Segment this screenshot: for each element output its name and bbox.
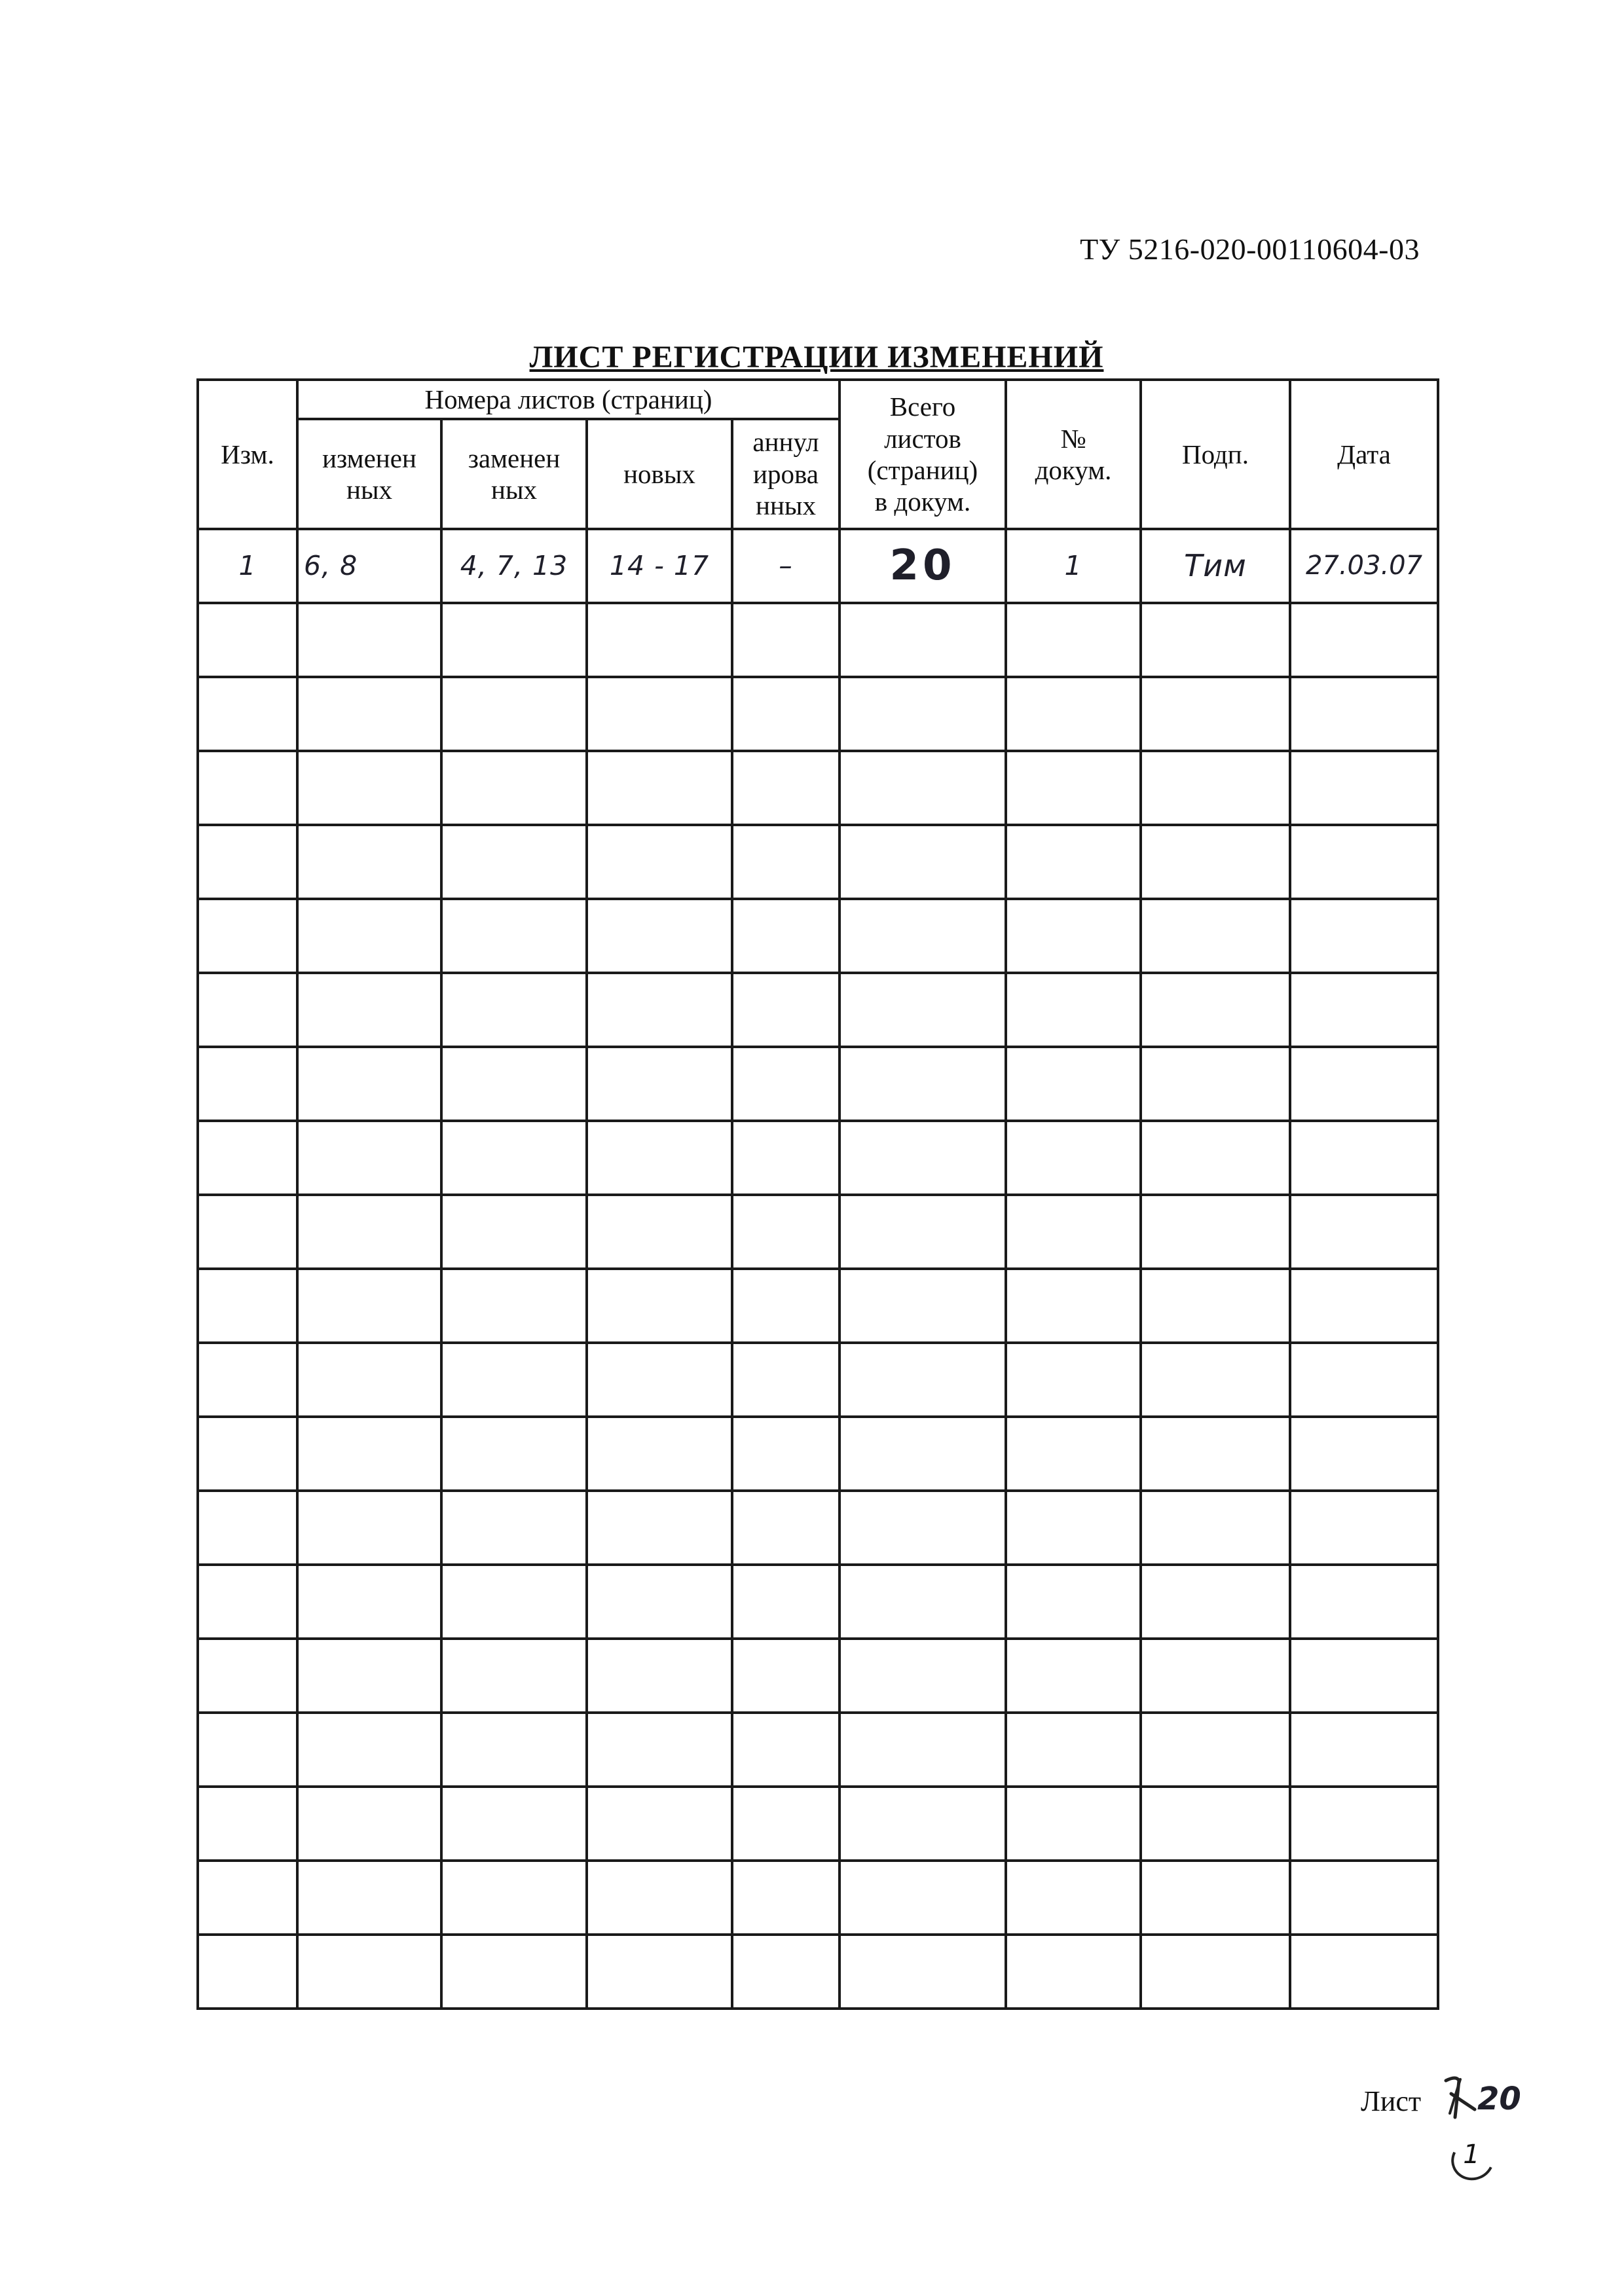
empty-cell [198, 1639, 297, 1713]
empty-cell [198, 1565, 297, 1639]
empty-cell [1290, 751, 1438, 825]
cell-annulled: – [732, 529, 840, 603]
table-row [198, 825, 1438, 899]
empty-cell [1141, 1565, 1290, 1639]
empty-cell [732, 1491, 840, 1565]
empty-cell [1141, 1195, 1290, 1269]
footer-sheet-number [1437, 2071, 1541, 2124]
empty-cell [1006, 1417, 1141, 1491]
empty-cell [1290, 1713, 1438, 1787]
empty-cell [198, 1861, 297, 1935]
empty-cell [1141, 1639, 1290, 1713]
table-row [198, 1861, 1438, 1935]
empty-cell [198, 1195, 297, 1269]
empty-cell [1006, 1787, 1141, 1861]
table-row [198, 751, 1438, 825]
header-replaced: заменен ных [441, 419, 587, 529]
empty-cell [1290, 1787, 1438, 1861]
table-row [198, 1343, 1438, 1417]
empty-cell [1141, 1491, 1290, 1565]
empty-cell [1141, 973, 1290, 1047]
empty-cell [297, 973, 441, 1047]
empty-cell [1141, 1713, 1290, 1787]
empty-cell [840, 1491, 1006, 1565]
empty-cell [441, 1195, 587, 1269]
empty-cell [1006, 825, 1141, 899]
empty-cell [1290, 899, 1438, 973]
empty-cell [840, 1565, 1006, 1639]
empty-cell [297, 1195, 441, 1269]
header-doc-number: № докум. [1006, 380, 1141, 529]
empty-cell [840, 825, 1006, 899]
empty-cell [198, 603, 297, 677]
footer-circled-mark [1449, 2136, 1494, 2181]
empty-cell [587, 825, 732, 899]
header-signature: Подп. [1141, 380, 1290, 529]
empty-cell [1290, 1565, 1438, 1639]
empty-cell [840, 677, 1006, 751]
empty-cell [1141, 1121, 1290, 1195]
empty-cell [198, 1343, 297, 1417]
header-sheet-numbers: Номера листов (страниц) [297, 380, 840, 419]
empty-cell [297, 1713, 441, 1787]
empty-cell [732, 1269, 840, 1343]
empty-cell [1006, 1861, 1141, 1935]
empty-cell [840, 899, 1006, 973]
empty-cell [297, 1565, 441, 1639]
empty-cell [1141, 825, 1290, 899]
empty-cell [297, 1417, 441, 1491]
cell-total: 20 [840, 529, 1006, 603]
empty-cell [1006, 1195, 1141, 1269]
empty-cell [1290, 603, 1438, 677]
table-row [198, 1713, 1438, 1787]
empty-cell [587, 1713, 732, 1787]
empty-cell [198, 751, 297, 825]
empty-cell [1290, 825, 1438, 899]
empty-cell [1006, 1639, 1141, 1713]
cell-izm: 1 [198, 529, 297, 603]
empty-cell [587, 1121, 732, 1195]
table-row [198, 1121, 1438, 1195]
empty-cell [1006, 973, 1141, 1047]
empty-cell [1006, 1343, 1141, 1417]
empty-cell [732, 1047, 840, 1121]
empty-cell [441, 1343, 587, 1417]
empty-cell [1141, 677, 1290, 751]
empty-cell [732, 1787, 840, 1861]
empty-cell [441, 1491, 587, 1565]
empty-cell [297, 1343, 441, 1417]
table-row [198, 1639, 1438, 1713]
empty-cell [441, 751, 587, 825]
table-row [198, 529, 1438, 603]
empty-cell [297, 1491, 441, 1565]
sheet-title: ЛИСТ РЕГИСТРАЦИИ ИЗМЕНЕНИЙ [529, 340, 1104, 374]
table-row [198, 1491, 1438, 1565]
empty-cell [840, 1047, 1006, 1121]
empty-cell [1290, 1417, 1438, 1491]
table-row [198, 899, 1438, 973]
empty-cell [587, 1639, 732, 1713]
empty-cell [732, 1195, 840, 1269]
empty-cell [732, 1343, 840, 1417]
empty-cell [198, 1121, 297, 1195]
empty-cell [441, 1565, 587, 1639]
table-row [198, 1047, 1438, 1121]
empty-cell [1290, 1861, 1438, 1935]
empty-cell [441, 1713, 587, 1787]
empty-cell [840, 603, 1006, 677]
empty-cell [297, 603, 441, 677]
empty-cell [441, 1787, 587, 1861]
table-row [198, 1195, 1438, 1269]
empty-cell [1290, 1121, 1438, 1195]
empty-cell [840, 1417, 1006, 1491]
empty-cell [587, 1195, 732, 1269]
table-row [198, 1565, 1438, 1639]
empty-cell [587, 899, 732, 973]
empty-cell [441, 1861, 587, 1935]
empty-cell [1006, 1269, 1141, 1343]
empty-cell [198, 899, 297, 973]
empty-cell [1141, 1935, 1290, 2009]
empty-cell [441, 899, 587, 973]
empty-cell [1141, 1861, 1290, 1935]
change-registration-table [196, 378, 1439, 2010]
empty-cell [297, 899, 441, 973]
empty-cell [297, 1121, 441, 1195]
empty-cell [297, 1269, 441, 1343]
table-body [198, 529, 1438, 2009]
empty-cell [840, 1935, 1006, 2009]
cell-replaced: 4, 7, 13 [441, 529, 587, 603]
empty-cell [198, 973, 297, 1047]
empty-cell [840, 1639, 1006, 1713]
empty-cell [840, 1121, 1006, 1195]
empty-cell [840, 973, 1006, 1047]
empty-cell [732, 1121, 840, 1195]
empty-cell [441, 1269, 587, 1343]
empty-cell [1141, 1269, 1290, 1343]
empty-cell [1290, 677, 1438, 751]
empty-cell [198, 1935, 297, 2009]
empty-cell [198, 1787, 297, 1861]
empty-cell [587, 751, 732, 825]
empty-cell [1141, 751, 1290, 825]
empty-cell [297, 1935, 441, 2009]
cell-changed: 6, 8 [297, 529, 441, 603]
empty-cell [441, 1121, 587, 1195]
empty-cell [840, 1195, 1006, 1269]
empty-cell [732, 1713, 840, 1787]
header-new: новых [587, 419, 732, 529]
cell-date: 27.03.07 [1290, 529, 1438, 603]
empty-cell [1290, 1491, 1438, 1565]
empty-cell [587, 677, 732, 751]
empty-cell [1290, 1047, 1438, 1121]
empty-cell [1290, 1639, 1438, 1713]
empty-cell [587, 1935, 732, 2009]
empty-cell [732, 1861, 840, 1935]
empty-cell [587, 1417, 732, 1491]
empty-cell [732, 825, 840, 899]
empty-cell [198, 1417, 297, 1491]
empty-cell [441, 1047, 587, 1121]
empty-cell [1006, 1713, 1141, 1787]
empty-cell [441, 603, 587, 677]
empty-cell [1290, 973, 1438, 1047]
header-annulled: аннул ирова нных [732, 419, 840, 529]
empty-cell [1006, 603, 1141, 677]
empty-cell [1006, 677, 1141, 751]
empty-cell [198, 1047, 297, 1121]
empty-cell [587, 1047, 732, 1121]
empty-cell [840, 1861, 1006, 1935]
footer-sheet-label: Лист [1361, 2085, 1422, 2117]
empty-cell [1006, 899, 1141, 973]
empty-cell [840, 1713, 1006, 1787]
cell-new: 14 - 17 [587, 529, 732, 603]
empty-cell [1006, 1121, 1141, 1195]
empty-cell [732, 973, 840, 1047]
empty-cell [441, 1417, 587, 1491]
empty-cell [1141, 603, 1290, 677]
empty-cell [587, 973, 732, 1047]
empty-cell [1141, 1047, 1290, 1121]
empty-cell [1290, 1935, 1438, 2009]
empty-cell [1141, 899, 1290, 973]
empty-cell [587, 1861, 732, 1935]
cell-signature: Тим [1141, 529, 1290, 603]
cell-docnum: 1 [1006, 529, 1141, 603]
empty-cell [1141, 1787, 1290, 1861]
empty-cell [297, 825, 441, 899]
empty-cell [297, 1861, 441, 1935]
table-row [198, 603, 1438, 677]
empty-cell [732, 1565, 840, 1639]
footer-number-text: 20 [1477, 2081, 1521, 2117]
empty-cell [732, 677, 840, 751]
footer-circled-number: 1 [1463, 2140, 1480, 2170]
table-row [198, 677, 1438, 751]
empty-cell [198, 1491, 297, 1565]
empty-cell [1141, 1343, 1290, 1417]
empty-cell [587, 603, 732, 677]
empty-cell [840, 1269, 1006, 1343]
header-izm: Изм. [198, 380, 297, 529]
empty-cell [732, 899, 840, 973]
empty-cell [1141, 1417, 1290, 1491]
empty-cell [732, 1417, 840, 1491]
empty-cell [297, 677, 441, 751]
empty-cell [297, 1047, 441, 1121]
empty-cell [1290, 1195, 1438, 1269]
empty-cell [441, 1639, 587, 1713]
empty-cell [441, 825, 587, 899]
table-row [198, 1417, 1438, 1491]
empty-cell [1290, 1343, 1438, 1417]
empty-cell [1006, 751, 1141, 825]
header-date: Дата [1290, 380, 1438, 529]
handwritten-number-mark [1437, 2071, 1541, 2124]
empty-cell [732, 603, 840, 677]
empty-cell [840, 751, 1006, 825]
empty-cell [297, 751, 441, 825]
empty-cell [441, 677, 587, 751]
empty-cell [198, 677, 297, 751]
empty-cell [732, 1935, 840, 2009]
empty-cell [587, 1343, 732, 1417]
empty-cell [297, 1639, 441, 1713]
empty-cell [840, 1343, 1006, 1417]
table-row [198, 1269, 1438, 1343]
empty-cell [587, 1491, 732, 1565]
table-row [198, 973, 1438, 1047]
empty-cell [1006, 1047, 1141, 1121]
empty-cell [732, 751, 840, 825]
empty-cell [732, 1639, 840, 1713]
empty-cell [198, 825, 297, 899]
empty-cell [1290, 1269, 1438, 1343]
empty-cell [1006, 1565, 1141, 1639]
empty-cell [1006, 1491, 1141, 1565]
table-row [198, 1787, 1438, 1861]
empty-cell [441, 1935, 587, 2009]
empty-cell [1006, 1935, 1141, 2009]
table-row [198, 1935, 1438, 2009]
header-total-sheets: Всего листов (страниц) в докум. [840, 380, 1006, 529]
empty-cell [840, 1787, 1006, 1861]
document-code: ТУ 5216-020-00110604-03 [1080, 232, 1420, 266]
empty-cell [297, 1787, 441, 1861]
empty-cell [441, 973, 587, 1047]
empty-cell [587, 1787, 732, 1861]
empty-cell [198, 1269, 297, 1343]
empty-cell [587, 1565, 732, 1639]
empty-cell [198, 1713, 297, 1787]
header-changed: изменен ных [297, 419, 441, 529]
empty-cell [587, 1269, 732, 1343]
